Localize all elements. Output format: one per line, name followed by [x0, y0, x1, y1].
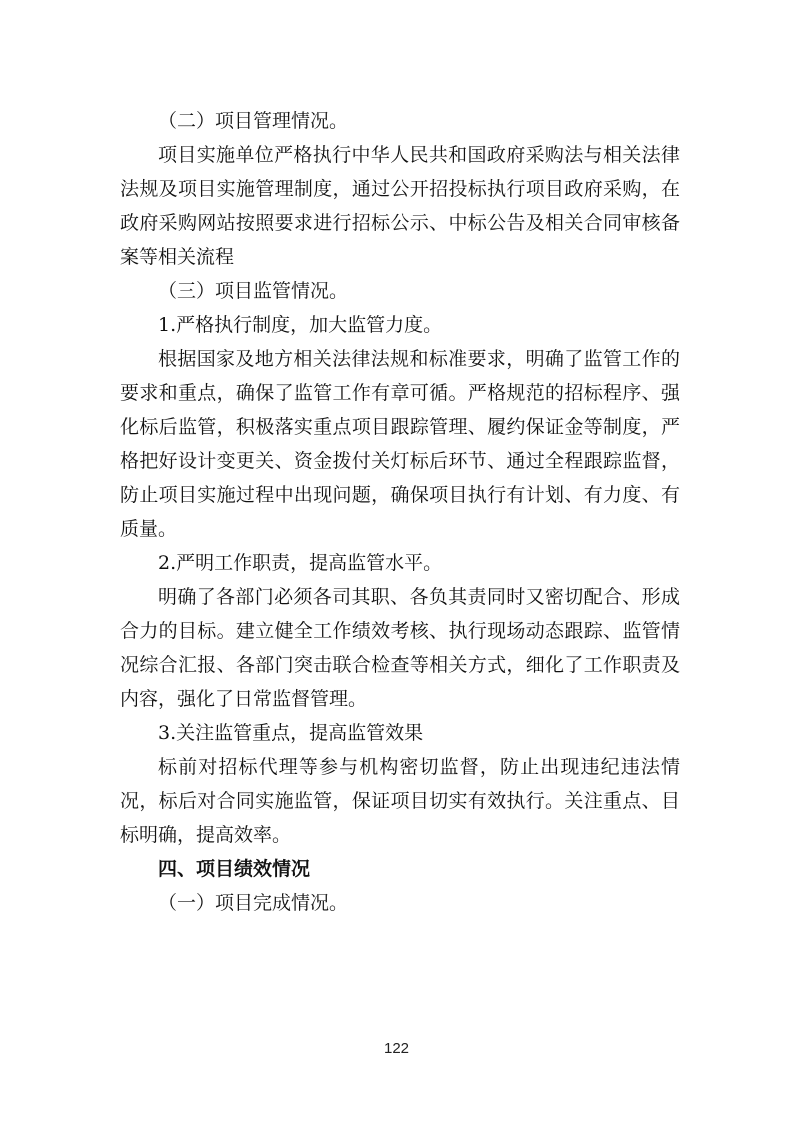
paragraph-2: 明确了各部门必须各司其职、各负其责同时又密切配合、形成合力的目标。建立健全工作绩效考核、执行现场动态跟踪、监管情况综合汇报、各部门突击联合检查等相关方式，细化了工作职责及内容，强化了日常监督管理。 — [120, 586, 680, 710]
subheading-1: 1.严格执行制度，加大监管力度。 — [158, 314, 443, 336]
document-body — [120, 104, 680, 920]
page-number: 122 — [383, 1040, 410, 1057]
section-heading-performance: 四、项目绩效情况 — [158, 858, 311, 880]
heading-project-management: （二）项目管理情况。 — [158, 110, 349, 132]
paragraph-1: 根据国家及地方相关法律法规和标准要求，明确了监管工作的要求和重点，确保了监管工作有章可循。严格规范的招标程序、强化标后监管，积极落实重点项目跟踪管理、履约保证金等制度，严格把好设计变更关、资金拨付关灯标后环节、通过全程跟踪监督，防止项目实施过程中出现问题，确保项目执行有计划、有力度、有质量。 — [120, 348, 680, 540]
paragraph-3: 标前对招标代理等参与机构密切监督，防止出现违纪违法情况，标后对合同实施监管，保证项目切实有效执行。关注重点、目标明确，提高效率。 — [120, 756, 680, 846]
heading-project-supervision: （三）项目监管情况。 — [158, 280, 349, 302]
subheading-2: 2.严明工作职责，提高监管水平。 — [158, 552, 443, 574]
heading-project-completion: （一）项目完成情况。 — [158, 892, 349, 914]
paragraph-project-management: 项目实施单位严格执行中华人民共和国政府采购法与相关法律法规及项目实施管理制度，通过公开招投标执行项目政府采购，在政府采购网站按照要求进行招标公示、中标公告及相关合同审核备案等相关流程 — [120, 144, 680, 268]
subheading-3: 3.关注监管重点，提高监管效果 — [158, 722, 424, 744]
